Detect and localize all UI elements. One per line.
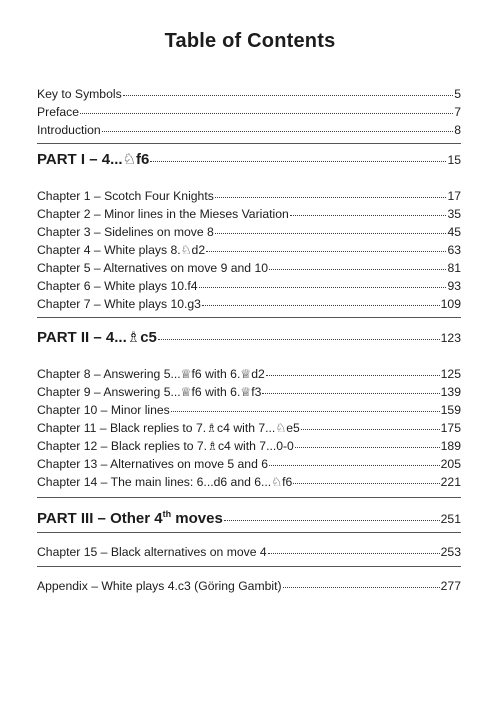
chapter-page: 45 — [447, 225, 461, 239]
chapter-page: 81 — [447, 261, 461, 275]
dot-leader — [199, 275, 447, 288]
toc-chapter-9[interactable] — [37, 383, 461, 400]
chapter-label: Chapter 3 – Sidelines on move 8 — [37, 225, 214, 239]
toc-chapter-14[interactable] — [37, 473, 461, 490]
chapter-page: 139 — [440, 385, 461, 399]
appendix-page: 277 — [440, 579, 461, 593]
dot-leader — [215, 221, 447, 234]
chapter-page: 109 — [440, 297, 461, 311]
dot-leader — [269, 257, 446, 270]
toc-entry-introduction[interactable] — [37, 121, 461, 138]
toc-chapter-7[interactable] — [37, 295, 461, 312]
toc-part-1[interactable] — [37, 151, 461, 169]
dot-leader — [295, 435, 440, 448]
dot-leader — [171, 399, 440, 412]
appendix-label: Appendix – White plays 4.c3 (Göring Gambit) — [37, 579, 282, 593]
toc-chapter-8[interactable] — [37, 365, 461, 382]
chapter-label: Chapter 9 – Answering 5...♕f6 with 6.♕f3 — [37, 385, 262, 399]
dot-leader — [123, 83, 454, 96]
chapter-page: 35 — [447, 207, 461, 221]
part-label: PART I – 4...♘f6 — [37, 151, 150, 168]
chapter-label: Chapter 13 – Alternatives on move 5 and 6 — [37, 457, 269, 471]
dot-leader — [293, 471, 439, 484]
chapter-label: Chapter 1 – Scotch Four Knights — [37, 189, 214, 203]
entry-page: 5 — [454, 87, 461, 101]
toc-chapter-11[interactable] — [37, 419, 461, 436]
divider — [37, 143, 461, 144]
chapter-page: 189 — [440, 439, 461, 453]
dot-leader — [301, 417, 440, 430]
entry-page: 8 — [454, 123, 461, 137]
part-label: PART III – Other 4th moves — [37, 509, 223, 527]
toc-chapter-12[interactable] — [37, 437, 461, 454]
entry-label: Key to Symbols — [37, 87, 122, 101]
chapter-page: 159 — [440, 403, 461, 417]
chapter-page: 175 — [440, 421, 461, 435]
toc-entry-key-to-symbols[interactable] — [37, 85, 461, 102]
chapter-page: 253 — [440, 545, 461, 559]
chapter-page: 125 — [440, 367, 461, 381]
dot-leader — [202, 293, 440, 306]
dot-leader — [102, 119, 454, 132]
chapter-page: 17 — [447, 189, 461, 203]
divider — [37, 566, 461, 567]
toc-chapter-2[interactable] — [37, 205, 461, 222]
chapter-label: Chapter 14 – The main lines: 6...d6 and 6...♘f6 — [37, 475, 293, 489]
toc-chapter-6[interactable] — [37, 277, 461, 294]
toc-part-2[interactable] — [37, 329, 461, 347]
chapter-label: Chapter 5 – Alternatives on move 9 and 10 — [37, 261, 269, 275]
part-label: PART II – 4...♗c5 — [37, 329, 157, 346]
toc-chapter-3[interactable] — [37, 223, 461, 240]
dot-leader — [150, 149, 446, 162]
toc-chapter-13[interactable] — [37, 455, 461, 472]
part-page: 123 — [440, 331, 461, 345]
dot-leader — [269, 453, 440, 466]
part-page: 251 — [440, 512, 461, 526]
entry-label: Introduction — [37, 123, 101, 137]
toc-chapter-1[interactable] — [37, 187, 461, 204]
dot-leader — [224, 508, 440, 521]
dot-leader — [266, 363, 440, 376]
chapter-page: 93 — [447, 279, 461, 293]
chapter-page: 63 — [447, 243, 461, 257]
chapter-label: Chapter 2 – Minor lines in the Mieses Variation — [37, 207, 289, 221]
dot-leader — [215, 185, 447, 198]
divider — [37, 532, 461, 533]
toc-chapter-10[interactable] — [37, 401, 461, 418]
toc-entry-preface[interactable] — [37, 103, 461, 120]
toc-appendix[interactable] — [37, 577, 461, 594]
toc-chapter-15[interactable] — [37, 543, 461, 560]
toc-chapter-5[interactable] — [37, 259, 461, 276]
part-page: 15 — [447, 153, 461, 167]
dot-leader — [158, 327, 440, 340]
dot-leader — [206, 239, 446, 252]
dot-leader — [262, 381, 439, 394]
divider — [37, 317, 461, 318]
dot-leader — [283, 575, 440, 588]
chapter-label: Chapter 6 – White plays 10.f4 — [37, 279, 198, 293]
entry-label: Preface — [37, 105, 80, 119]
chapter-label: Chapter 10 – Minor lines — [37, 403, 170, 417]
toc-part-3[interactable] — [37, 510, 461, 528]
chapter-page: 205 — [440, 457, 461, 471]
chapter-label: Chapter 12 – Black replies to 7.♗c4 with 7...0-0 — [37, 439, 294, 453]
chapter-label: Chapter 4 – White plays 8.♘d2 — [37, 243, 206, 257]
chapter-label: Chapter 15 – Black alternatives on move 4 — [37, 545, 267, 559]
dot-leader — [268, 541, 440, 554]
dot-leader — [80, 101, 453, 114]
toc-chapter-4[interactable] — [37, 241, 461, 258]
chapter-label: Chapter 7 – White plays 10.g3 — [37, 297, 201, 311]
entry-page: 7 — [454, 105, 461, 119]
chapter-label: Chapter 11 – Black replies to 7.♗c4 with 7...♘e5 — [37, 421, 300, 435]
page-title: Table of Contents — [164, 30, 336, 52]
divider — [37, 497, 461, 498]
dot-leader — [290, 203, 447, 216]
chapter-page: 221 — [440, 475, 461, 489]
chapter-label: Chapter 8 – Answering 5...♕f6 with 6.♕d2 — [37, 367, 265, 381]
